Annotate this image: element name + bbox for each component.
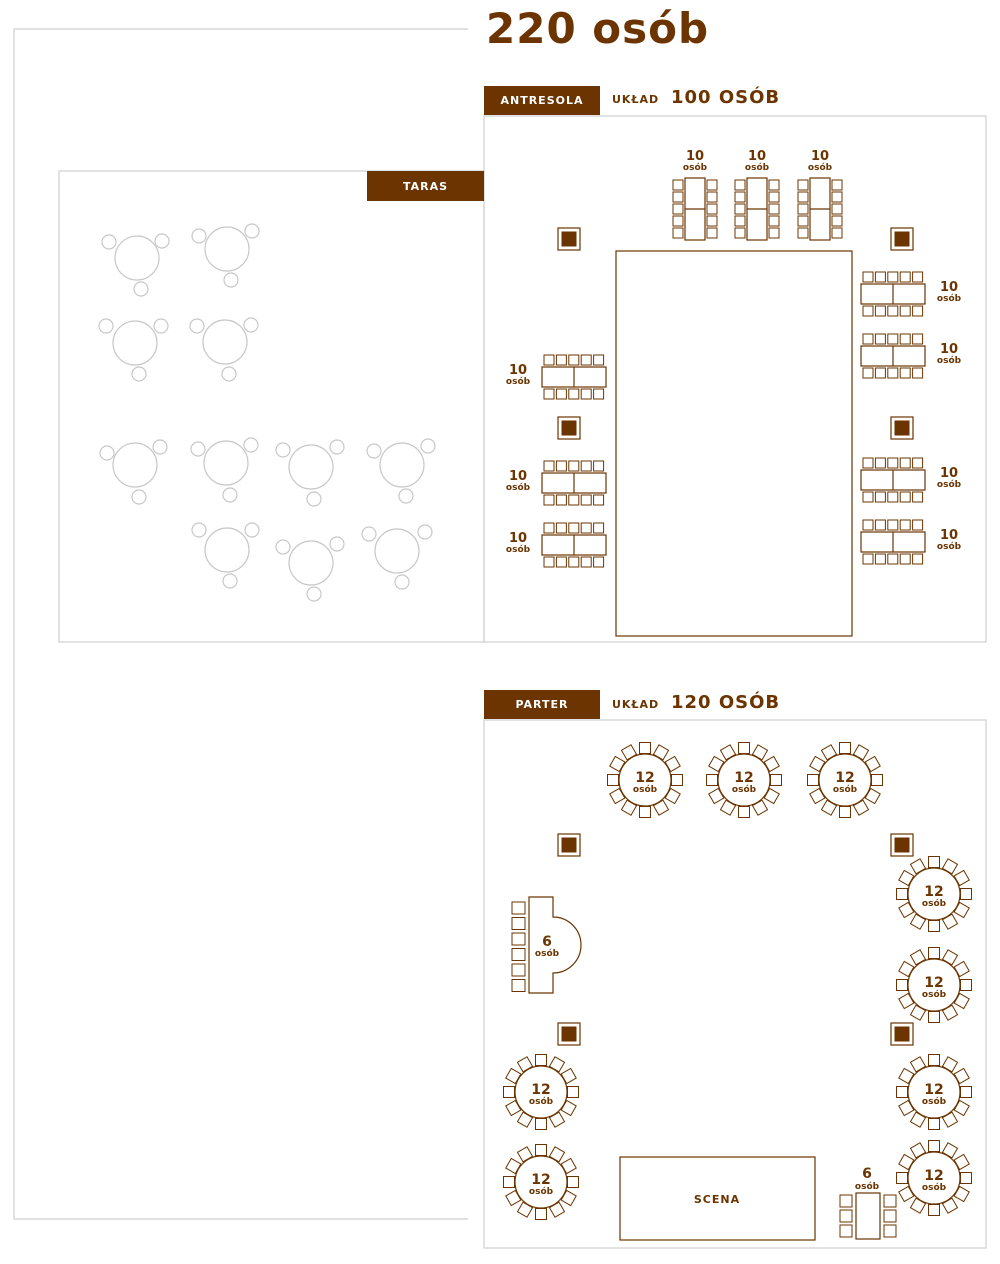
- taras-stool: [421, 439, 435, 453]
- chair: [929, 1012, 940, 1023]
- seat-unit: osób: [854, 1182, 880, 1192]
- chair: [840, 1195, 852, 1207]
- pillar: [562, 232, 577, 247]
- taras-stool: [102, 235, 116, 249]
- chair: [581, 557, 591, 567]
- taras-table-top: [115, 236, 159, 280]
- chair: [512, 918, 525, 930]
- chair: [832, 216, 842, 226]
- chair: [569, 461, 579, 471]
- seat-unit: osób: [534, 949, 560, 959]
- pillar: [562, 838, 577, 853]
- antresola-tag: ANTRESOLA: [484, 86, 600, 115]
- table-top: [529, 897, 581, 993]
- seat-unit: osób: [936, 294, 962, 304]
- taras-table: [100, 440, 167, 504]
- chair: [536, 1055, 547, 1066]
- taras-table-top: [204, 441, 248, 485]
- chair: [568, 1087, 579, 1098]
- chair: [769, 204, 779, 214]
- chair: [808, 775, 819, 786]
- chair: [863, 458, 873, 468]
- round-table-12: [504, 1145, 579, 1220]
- chair: [594, 461, 604, 471]
- chair: [875, 272, 885, 282]
- taras-stool: [399, 489, 413, 503]
- chair: [544, 461, 554, 471]
- chair: [673, 228, 683, 238]
- seat-unit: osób: [807, 163, 833, 173]
- outer-frame: [14, 29, 468, 1219]
- parter-uklad-label: UKŁAD: [612, 698, 660, 711]
- seat-count: 12: [924, 975, 944, 991]
- chair: [961, 1087, 972, 1098]
- seat-unit: osób: [505, 483, 531, 493]
- chair: [888, 492, 898, 502]
- taras-stool: [307, 587, 321, 601]
- taras-table-top: [380, 443, 424, 487]
- taras-stool: [222, 367, 236, 381]
- chair: [735, 216, 745, 226]
- table-10-horizontal: [506, 461, 606, 505]
- chair: [929, 948, 940, 959]
- round-table-12: [808, 743, 883, 818]
- table-10-horizontal: [506, 355, 606, 399]
- chair: [888, 334, 898, 344]
- chair: [769, 228, 779, 238]
- table-10-horizontal: [861, 272, 962, 316]
- taras-table: [191, 438, 258, 502]
- chair: [913, 368, 923, 378]
- table-10-horizontal: [861, 520, 962, 564]
- chair: [897, 980, 908, 991]
- chair: [735, 204, 745, 214]
- chair: [900, 520, 910, 530]
- round-table-12: [608, 743, 683, 818]
- taras-table: [192, 224, 259, 287]
- pillar: [895, 421, 910, 436]
- round-table-12: [897, 1055, 972, 1130]
- chair: [929, 1205, 940, 1216]
- taras-table-top: [289, 541, 333, 585]
- table-10-vertical: [735, 149, 779, 240]
- chair: [900, 554, 910, 564]
- chair: [863, 492, 873, 502]
- chair: [863, 554, 873, 564]
- seat-count: 10: [939, 280, 959, 295]
- chair: [512, 902, 525, 914]
- seat-count: 12: [924, 1082, 944, 1098]
- chair: [769, 180, 779, 190]
- chair: [863, 272, 873, 282]
- chair: [556, 557, 566, 567]
- taras-stool: [362, 527, 376, 541]
- stage-label: SCENA: [693, 1193, 741, 1206]
- chair: [707, 180, 717, 190]
- chair: [798, 192, 808, 202]
- seat-unit: osób: [505, 377, 531, 387]
- chair: [707, 216, 717, 226]
- chair: [739, 743, 750, 754]
- chair: [900, 492, 910, 502]
- taras-table: [99, 319, 168, 381]
- chair: [884, 1225, 896, 1237]
- chair: [929, 1055, 940, 1066]
- chair: [556, 389, 566, 399]
- pillar: [895, 838, 910, 853]
- taras-stool: [100, 446, 114, 460]
- seat-unit: osób: [505, 545, 531, 555]
- taras-table: [102, 234, 169, 296]
- chair: [594, 389, 604, 399]
- chair: [840, 1210, 852, 1222]
- chair: [863, 368, 873, 378]
- taras-table-top: [205, 227, 249, 271]
- chair: [929, 1119, 940, 1130]
- chair: [832, 204, 842, 214]
- seat-unit: osób: [682, 163, 708, 173]
- chair: [569, 355, 579, 365]
- seat-count: 10: [810, 149, 830, 164]
- taras-stool: [307, 492, 321, 506]
- taras-stool: [132, 367, 146, 381]
- antresola-uklad-label: UKŁAD: [612, 93, 660, 106]
- chair: [875, 554, 885, 564]
- chair: [739, 807, 750, 818]
- chair: [875, 368, 885, 378]
- antresola-void: [616, 251, 852, 636]
- chair: [569, 523, 579, 533]
- chair: [888, 368, 898, 378]
- chair: [556, 523, 566, 533]
- chair: [900, 306, 910, 316]
- chair: [913, 520, 923, 530]
- chair: [672, 775, 683, 786]
- chair: [536, 1145, 547, 1156]
- taras-stool: [244, 438, 258, 452]
- taras-stool: [418, 525, 432, 539]
- round-table-12: [504, 1055, 579, 1130]
- pillar: [562, 421, 577, 436]
- seat-count: 12: [924, 1168, 944, 1184]
- chair: [913, 272, 923, 282]
- chair: [771, 775, 782, 786]
- chair: [556, 355, 566, 365]
- taras-stool: [190, 319, 204, 333]
- chair: [840, 743, 851, 754]
- taras-stool: [276, 443, 290, 457]
- seat-count: 6: [542, 934, 552, 950]
- taras-table-top: [205, 528, 249, 572]
- chair: [884, 1210, 896, 1222]
- seat-count: 12: [531, 1082, 551, 1098]
- antresola-uklad-count: 100 OSÓB: [671, 87, 781, 108]
- chair: [769, 192, 779, 202]
- seat-count: 10: [939, 342, 959, 357]
- seat-unit: osób: [921, 1097, 947, 1107]
- seat-count: 12: [924, 884, 944, 900]
- chair: [798, 228, 808, 238]
- taras-table: [190, 318, 258, 381]
- chair: [832, 192, 842, 202]
- chair: [673, 192, 683, 202]
- taras-stool: [367, 444, 381, 458]
- half-table-6: [512, 897, 581, 993]
- chair: [798, 216, 808, 226]
- chair: [875, 306, 885, 316]
- chair: [673, 216, 683, 226]
- taras-stool: [245, 523, 259, 537]
- chair: [581, 389, 591, 399]
- taras-stool: [155, 234, 169, 248]
- table-10-horizontal: [861, 334, 962, 378]
- chair: [673, 180, 683, 190]
- chair: [888, 458, 898, 468]
- taras-table-top: [289, 445, 333, 489]
- chair: [832, 228, 842, 238]
- seat-unit: osób: [921, 1183, 947, 1193]
- chair: [594, 523, 604, 533]
- chair: [888, 272, 898, 282]
- chair: [961, 980, 972, 991]
- seat-unit: osób: [921, 990, 947, 1000]
- chair: [544, 355, 554, 365]
- taras-table: [276, 440, 344, 506]
- seat-count: 10: [508, 469, 528, 484]
- chair: [707, 228, 717, 238]
- table-10-horizontal: [861, 458, 962, 502]
- taras-stool: [330, 537, 344, 551]
- chair: [504, 1087, 515, 1098]
- taras-stool: [192, 523, 206, 537]
- chair: [640, 807, 651, 818]
- chair: [568, 1177, 579, 1188]
- seat-unit: osób: [731, 785, 757, 795]
- round-table-12: [897, 1141, 972, 1216]
- chair: [900, 272, 910, 282]
- chair: [798, 204, 808, 214]
- chair: [897, 1087, 908, 1098]
- taras-stool: [245, 224, 259, 238]
- chair: [544, 495, 554, 505]
- seat-count: 10: [508, 363, 528, 378]
- chair: [888, 520, 898, 530]
- chair: [569, 389, 579, 399]
- taras-table-top: [113, 321, 157, 365]
- taras-stool: [134, 282, 148, 296]
- chair: [897, 889, 908, 900]
- chair: [840, 1225, 852, 1237]
- chair: [581, 461, 591, 471]
- seat-count: 12: [531, 1172, 551, 1188]
- chair: [707, 192, 717, 202]
- chair: [735, 228, 745, 238]
- seat-count: 12: [835, 770, 855, 786]
- taras-table: [362, 525, 432, 589]
- chair: [569, 495, 579, 505]
- taras-table-top: [113, 443, 157, 487]
- small-table-6: [840, 1166, 896, 1239]
- page-title: 220 osób: [486, 4, 710, 53]
- table-10-vertical: [798, 149, 842, 240]
- chair: [735, 192, 745, 202]
- seat-unit: osób: [832, 785, 858, 795]
- parter-uklad-count: 120 OSÓB: [671, 692, 781, 713]
- pillar: [562, 1027, 577, 1042]
- seat-count: 10: [939, 466, 959, 481]
- pillar: [895, 1027, 910, 1042]
- chair: [913, 458, 923, 468]
- taras-stool: [153, 440, 167, 454]
- chair: [769, 216, 779, 226]
- chair: [929, 921, 940, 932]
- chair: [863, 520, 873, 530]
- chair: [569, 557, 579, 567]
- chair: [913, 306, 923, 316]
- chair: [504, 1177, 515, 1188]
- chair: [888, 306, 898, 316]
- parter-tag: PARTER: [484, 690, 600, 719]
- chair: [581, 495, 591, 505]
- seat-count: 10: [508, 531, 528, 546]
- pillar: [895, 232, 910, 247]
- chair: [875, 458, 885, 468]
- chair: [544, 389, 554, 399]
- chair: [875, 492, 885, 502]
- round-table-12: [897, 857, 972, 932]
- chair: [544, 523, 554, 533]
- taras-table-top: [203, 320, 247, 364]
- seat-unit: osób: [528, 1097, 554, 1107]
- chair: [961, 889, 972, 900]
- seat-unit: osób: [632, 785, 658, 795]
- chair: [594, 557, 604, 567]
- seat-unit: osób: [936, 480, 962, 490]
- chair: [512, 949, 525, 961]
- round-table-12: [897, 948, 972, 1023]
- chair: [900, 334, 910, 344]
- taras-stool: [244, 318, 258, 332]
- chair: [798, 180, 808, 190]
- seat-unit: osób: [936, 356, 962, 366]
- chair: [872, 775, 883, 786]
- chair: [929, 1141, 940, 1152]
- chair: [875, 520, 885, 530]
- chair: [735, 180, 745, 190]
- chair: [900, 458, 910, 468]
- chair: [512, 964, 525, 976]
- table-10-horizontal: [506, 523, 606, 567]
- chair: [913, 554, 923, 564]
- chair: [556, 461, 566, 471]
- chair: [556, 495, 566, 505]
- taras-stool: [395, 575, 409, 589]
- chair: [581, 355, 591, 365]
- taras-stool: [223, 488, 237, 502]
- taras-stool: [192, 229, 206, 243]
- chair: [707, 204, 717, 214]
- chair: [875, 334, 885, 344]
- chair: [913, 334, 923, 344]
- seat-count: 10: [747, 149, 767, 164]
- chair: [594, 495, 604, 505]
- seat-count: 6: [862, 1166, 872, 1182]
- chair: [897, 1173, 908, 1184]
- taras-stool: [224, 273, 238, 287]
- taras-tag: TARAS: [367, 171, 484, 201]
- chair: [888, 554, 898, 564]
- seat-unit: osób: [921, 899, 947, 909]
- taras-stool: [99, 319, 113, 333]
- taras-stool: [191, 442, 205, 456]
- seat-count: 12: [635, 770, 655, 786]
- taras-table: [192, 523, 259, 588]
- chair: [544, 557, 554, 567]
- taras-stool: [154, 319, 168, 333]
- chair: [536, 1119, 547, 1130]
- taras-stool: [132, 490, 146, 504]
- chair: [884, 1195, 896, 1207]
- chair: [707, 775, 718, 786]
- chair: [594, 355, 604, 365]
- chair: [512, 933, 525, 945]
- chair: [913, 492, 923, 502]
- chair: [536, 1209, 547, 1220]
- seat-count: 10: [685, 149, 705, 164]
- taras-stool: [330, 440, 344, 454]
- seat-count: 10: [939, 528, 959, 543]
- taras-stool: [276, 540, 290, 554]
- taras-table-top: [375, 529, 419, 573]
- seat-unit: osób: [744, 163, 770, 173]
- seat-count: 12: [734, 770, 754, 786]
- chair: [929, 857, 940, 868]
- table-top: [856, 1193, 880, 1239]
- chair: [863, 306, 873, 316]
- chair: [608, 775, 619, 786]
- chair: [581, 523, 591, 533]
- chair: [840, 807, 851, 818]
- seat-unit: osób: [528, 1187, 554, 1197]
- chair: [640, 743, 651, 754]
- taras-stool: [223, 574, 237, 588]
- chair: [900, 368, 910, 378]
- taras-table: [367, 439, 435, 503]
- chair: [961, 1173, 972, 1184]
- chair: [673, 204, 683, 214]
- chair: [863, 334, 873, 344]
- table-10-vertical: [673, 149, 717, 240]
- taras-table: [276, 537, 344, 601]
- round-table-12: [707, 743, 782, 818]
- chair: [832, 180, 842, 190]
- chair: [512, 980, 525, 992]
- seat-unit: osób: [936, 542, 962, 552]
